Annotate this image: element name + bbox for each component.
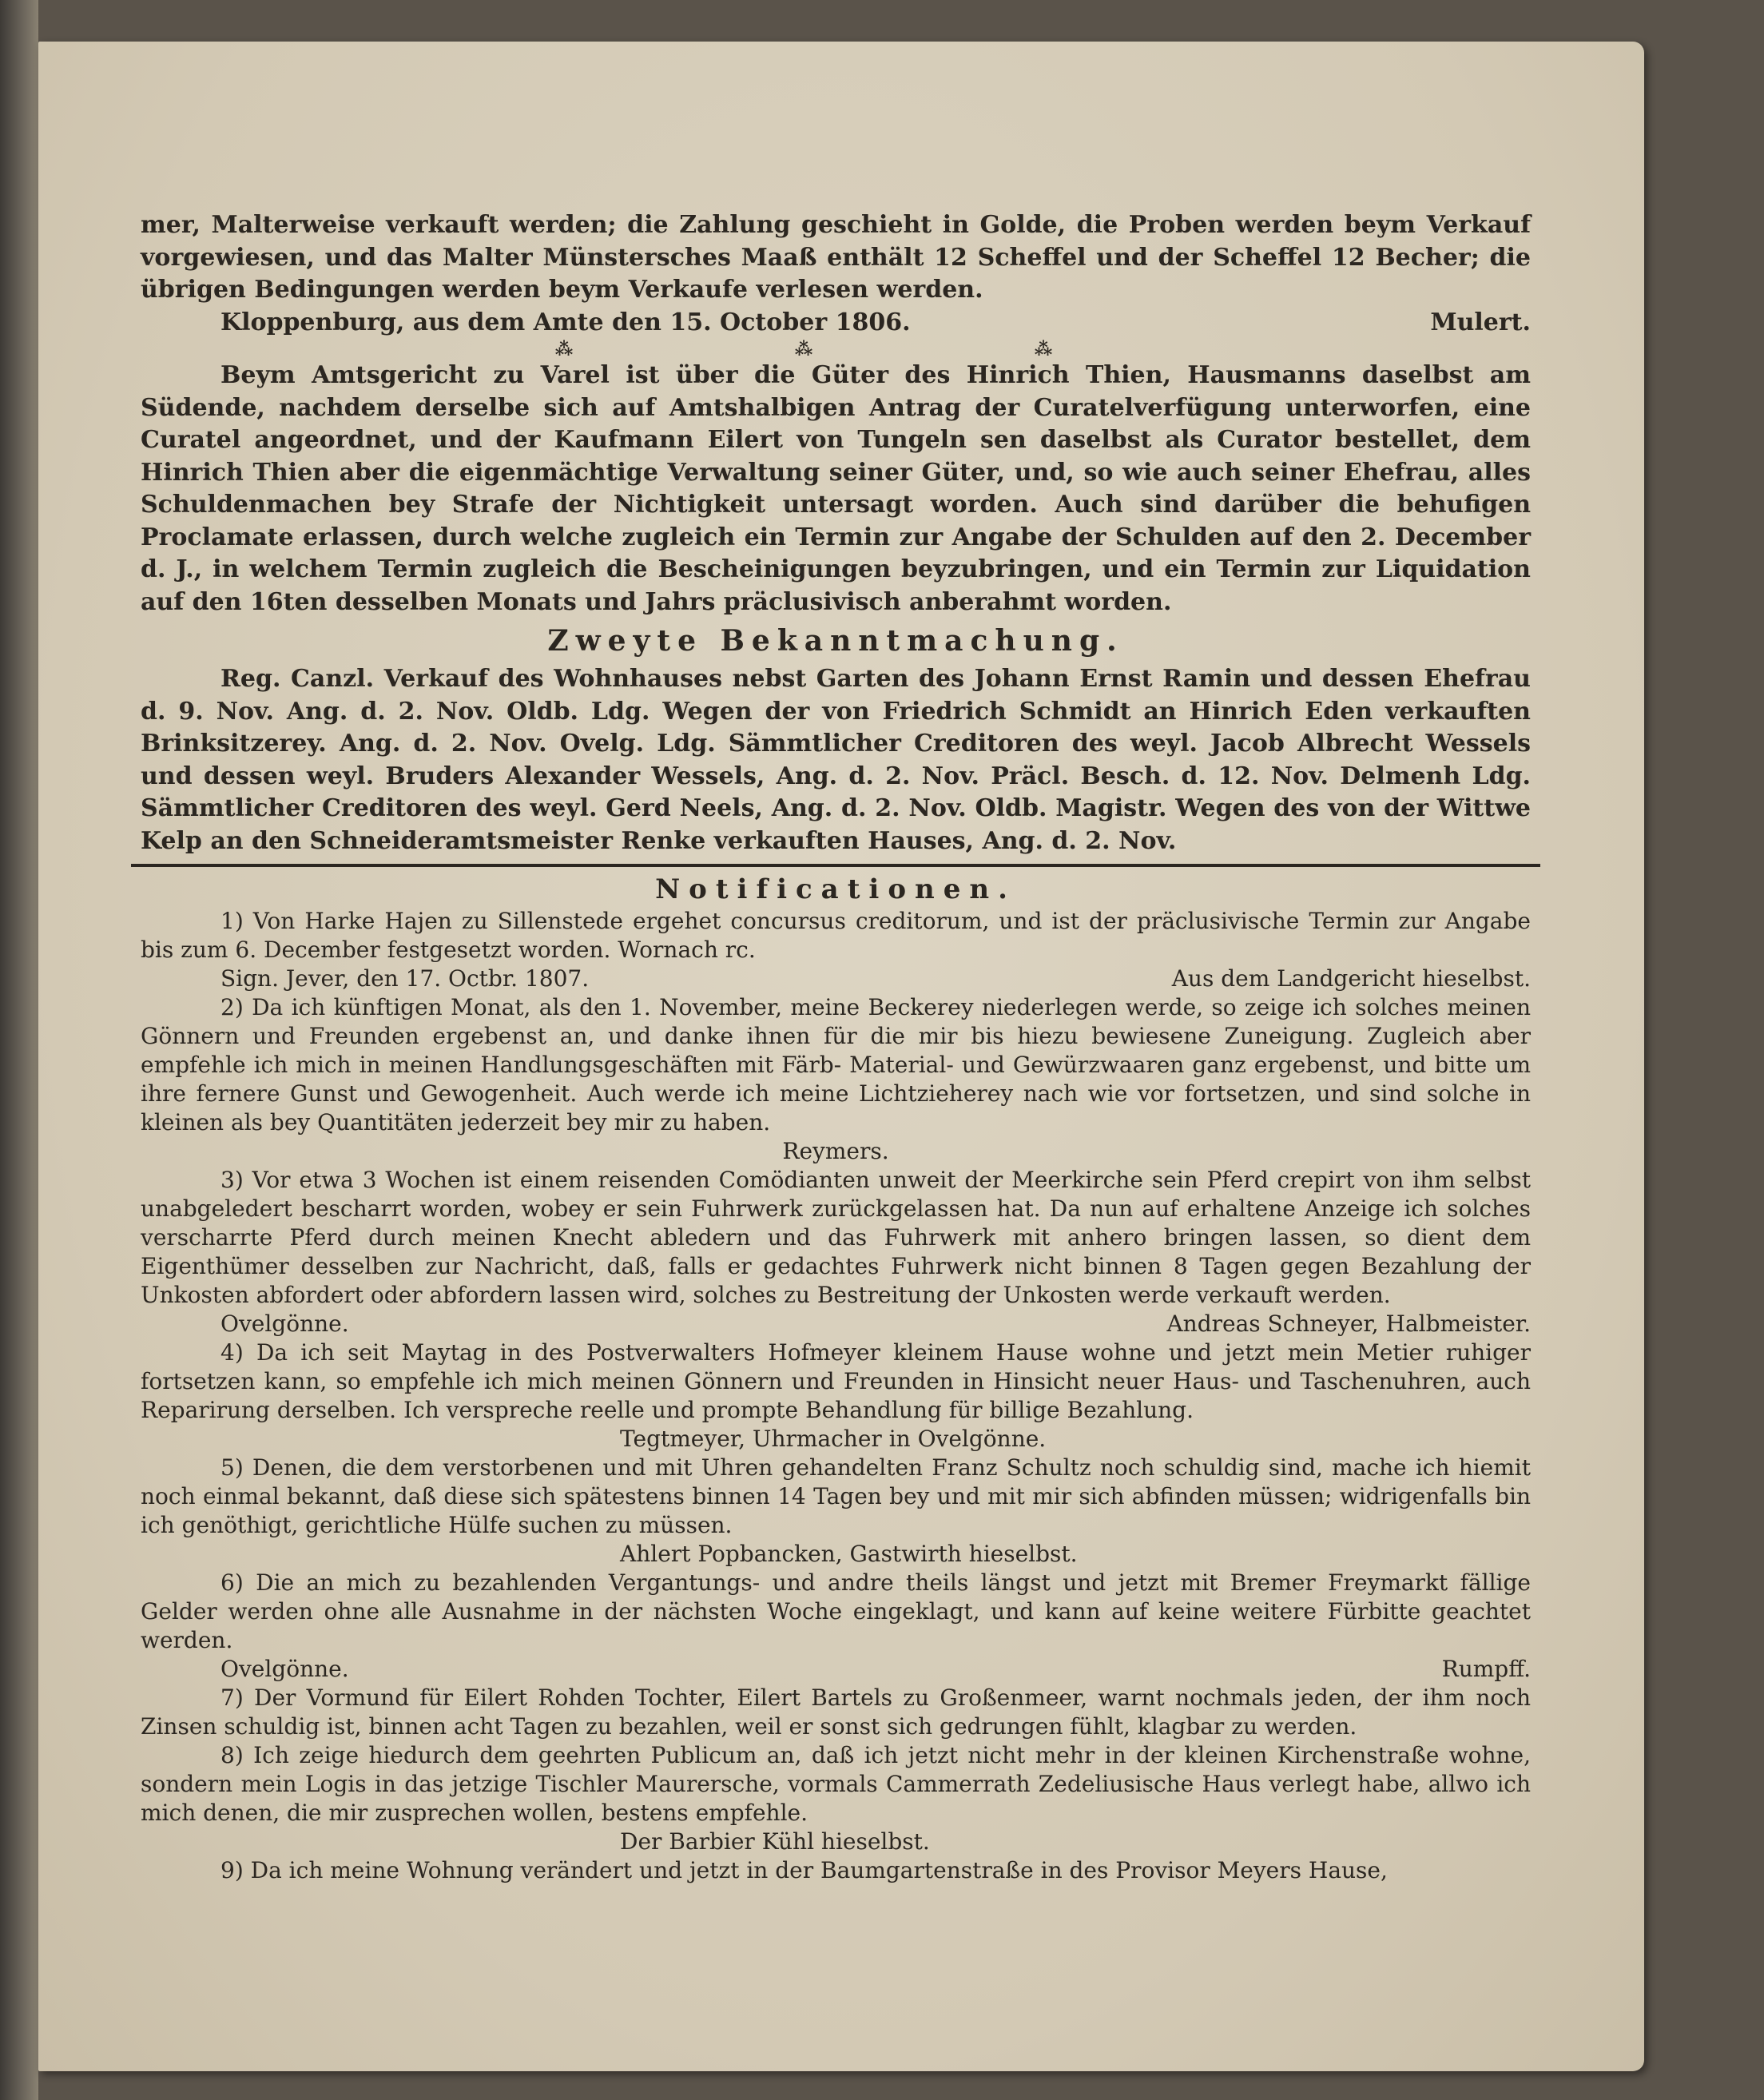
notification-3: 3) Vor etwa 3 Wochen ist einem reisenden Comödianten unweit der Meerkirche sein Pferd crepirt von ihm selbst unabgeledert bescharrt worden, wobey er sein Fuhrwerk zurückgelassen hat. Da nun auf erhaltene Anzeige ich solches verscharrte Pferd durch meinen Knecht abledern und das Fuhrwerk mit anhero bringen lassen, so dient dem Eigenthümer desselben zur Nachricht, daß, falls er gedachtes Fuhrwerk nicht binnen 8 Tagen gegen Bezahlung der Unkosten abfordert oder abfordern lassen wird, solches zu Bestreitung der Unkosten werde verkauft werden. <box>141 1167 1531 1308</box>
notification-7: 7) Der Vormund für Eilert Rohden Tochter, Eilert Bartels zu Großenmeer, warnt nochmals jeden, der ihm noch Zinsen schuldig ist, binnen acht Tagen zu bezahlen, weil er sonst sich gedrungen fühlt, klagbar zu werden. <box>141 1684 1531 1740</box>
notification-4: 4) Da ich seit Maytag in des Postverwalters Hofmeyer kleinem Hause wohne und jetzt mein Metier ruhiger fortsetzen kann, so empfehle ich mich meinen Gönnern und Freunden in Hinsicht neuer Haus- und Taschenuhren, auch Reparirung derselben. Ich verspreche reelle und prompte Behandlung für billige Bezahlung. <box>141 1339 1531 1423</box>
zweite-text: Reg. Canzl. Verkauf des Wohnhauses nebst Garten des Johann Ernst Ramin und dessen Ehefrau d. 9. Nov. Ang. d. 2. Nov. Oldb. Ldg. Wegen der von Friedrich Schmidt an Hinrich Eden verkauften Brinksitzerey. Ang. d. 2. Nov. Ovelg. Ldg. Sämmtlicher Creditoren des weyl. Jacob Albrecht Wessels und dessen weyl. Bruders Alexander Wessels, Ang. d. 2. Nov. Präcl. Besch. d. 12. Nov. Delmenh Ldg. Sämmtlicher Creditoren des weyl. Gerd Neels, Ang. d. 2. Nov. Oldb. Magistr. Wegen des von der Wittwe Kelp an den Schneideramtsmeister Renke verkauften Hauses, Ang. d. 2. Nov. <box>141 665 1531 855</box>
page-content <box>141 209 1531 1885</box>
signature-line <box>141 307 1531 340</box>
asterism-divider <box>444 339 1163 360</box>
notification-6: 6) Die an mich zu bezahlenden Vergantungs- und andre theils längst und jetzt mit Bremer Freymarkt fällige Gelder werden ohne alle Ausnahme in der nächsten Woche eingeklagt, und kann auf keine weitere Fürbitte geachtet werden. <box>141 1569 1531 1653</box>
asterism: ⁂ <box>794 339 813 360</box>
notification-3-sign: Andreas Schneyer, Halbmeister. <box>1166 1311 1531 1337</box>
notification-8-sign: Der Barbier Kühl hieselbst. <box>620 1828 930 1855</box>
notifications-heading: Notificationen. <box>655 873 1016 905</box>
signature-name: Mulert. <box>1430 308 1531 336</box>
signature-place-date: Kloppenburg, aus dem Amte den 15. October 1806. <box>220 308 911 336</box>
notification-9: 9) Da ich meine Wohnung verändert und jetzt in der Baumgartenstraße in des Provisor Meyers Hause, <box>220 1857 1388 1883</box>
notification-5-sign: Ahlert Popbancken, Gastwirth hieselbst. <box>620 1541 1078 1567</box>
notification-6-place: Ovelgönne. <box>220 1656 349 1682</box>
asterism: ⁂ <box>554 339 574 360</box>
notification-3-signature <box>141 1310 1531 1338</box>
notification-1-from: Aus dem Landgericht hieselbst. <box>1171 965 1531 992</box>
notification-2-sign: Reymers. <box>782 1138 889 1164</box>
section-rule <box>131 864 1540 867</box>
notification-6-sign: Rumpff. <box>1441 1656 1531 1682</box>
book-binding <box>0 0 38 2100</box>
notification-2: 2) Da ich künftigen Monat, als den 1. November, meine Beckerey niederlegen werde, so zeige ich solches meinen Gönnern und Freunden ergebenst an, und danke ihnen für die mir bis hiezu bewiesene Zuneigung. Zugleich aber empfehle ich mich in meinen Handlungsgeschäften mit Färb- Material- und Gewürzwaaren ganz ergebenst, und bitte um ihre fernere Gunst und Gewogenheit. Auch werde ich meine Lichtzieherey nach wie vor fortsetzen, und sind solche in kleinen als bey Quantitäten jederzeit bey mir zu haben. <box>141 994 1531 1136</box>
top-paragraph: mer, Malterweise verkauft werden; die Zahlung geschieht in Golde, die Proben werden beym Verkauf vorgewiesen, und das Malter Münstersches Maaß enthält 12 Scheffel und der Scheffel 12 Becher; die übrigen Bedingungen werden beym Verkaufe verlesen werden. <box>141 211 1531 304</box>
notification-1-signature <box>141 964 1531 993</box>
newspaper-page <box>38 42 1644 2071</box>
notification-6-signature <box>141 1655 1531 1684</box>
varel-notice: Beym Amtsgericht zu Varel ist über die Güter des Hinrich Thien, Hausmanns daselbst am Südende, nachdem derselbe sich auf Amtshalbigen Antrag der Curatelverfügung unterworfen, eine Curatel angeordnet, und der Kaufmann Eilert von Tungeln sen daselbst als Curator bestellet, dem Hinrich Thien aber die eigenmächtige Verwaltung seiner Güter, und, so wie auch seiner Ehefrau, alles Schuldenmachen bey Strafe der Nichtigkeit untersagt worden. Auch sind darüber die behufigen Proclamate erlassen, durch welche zugleich ein Termin zur Angabe der Schulden auf den 2. December d. J., in welchem Termin zugleich die Bescheinigungen beyzubringen, und ein Termin zur Liquidation auf den 16ten desselben Monats und Jahrs präclusivisch anberahmt worden. <box>141 361 1531 616</box>
notification-8: 8) Ich zeige hiedurch dem geehrten Publicum an, daß ich jetzt nicht mehr in der kleinen Kirchenstraße wohne, sondern mein Logis in das jetzige Tischler Maurersche, vormals Cammerrath Zedeliusische Haus verlegt habe, allwo ich mich denen, die mir zusprechen wollen, bestens empfehle. <box>141 1742 1531 1826</box>
zweite-heading: Zweyte Bekanntmachung. <box>547 624 1124 658</box>
notification-5: 5) Denen, die dem verstorbenen und mit Uhren gehandelten Franz Schultz noch schuldig sind, mache ich hiemit noch einmal bekannt, daß diese sich spätestens binnen 14 Tagen bey und mit mir sich abfinden müssen; widrigenfalls bin ich genöthigt, gerichtliche Hülfe suchen zu müssen. <box>141 1454 1531 1538</box>
notification-4-sign: Tegtmeyer, Uhrmacher in Ovelgönne. <box>620 1426 1047 1452</box>
notification-1-sign: Sign. Jever, den 17. Octbr. 1807. <box>220 965 590 992</box>
notification-1: 1) Von Harke Hajen zu Sillenstede ergehet concursus creditorum, und ist der präclusivische Termin zur Angabe bis zum 6. December festgesetzt worden. Wornach rc. <box>141 908 1531 963</box>
asterism: ⁂ <box>1034 339 1053 360</box>
notification-3-place: Ovelgönne. <box>220 1311 349 1337</box>
